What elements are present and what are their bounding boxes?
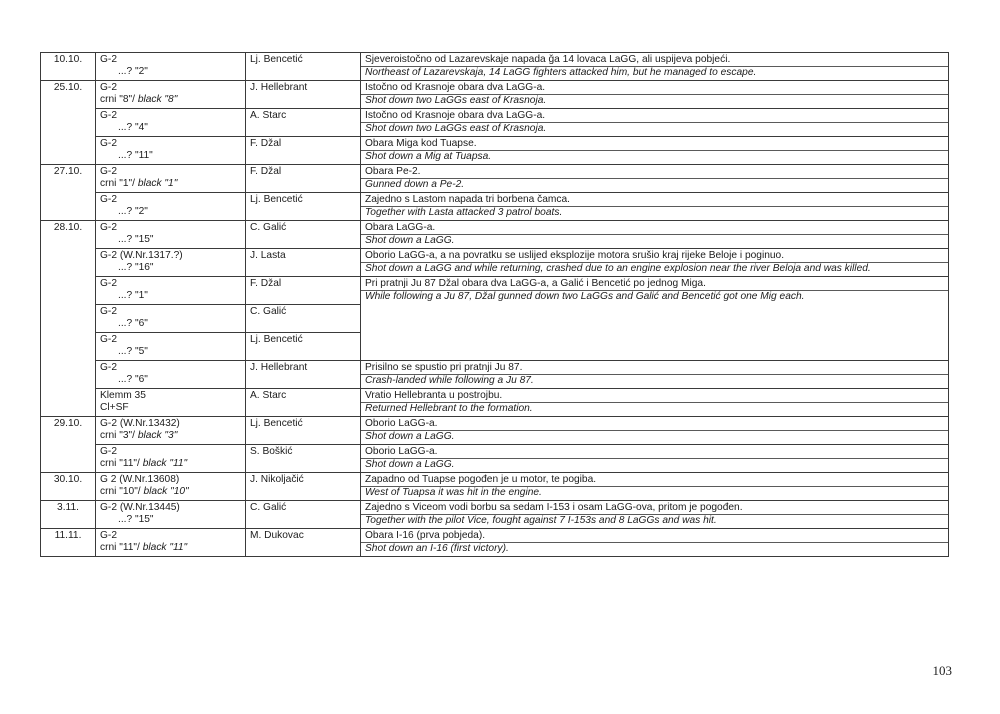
aircraft-marking-en: black "11" bbox=[142, 542, 188, 553]
aircraft-marking bbox=[100, 262, 241, 274]
aircraft-marking bbox=[100, 290, 241, 302]
aircraft-type: Klemm 35 bbox=[100, 390, 146, 401]
pilot-cell: A. Starc bbox=[246, 389, 361, 417]
description-english: Shot down a Mig at Tuapsa. bbox=[365, 151, 492, 162]
description-cell bbox=[361, 445, 949, 473]
pilot-cell: F. Džal bbox=[246, 165, 361, 193]
description-english: Returned Hellebrant to the formation. bbox=[365, 403, 533, 414]
description-croatian: Zapadno od Tuapse pogođen je u motor, te pogiba. bbox=[361, 474, 948, 487]
aircraft-marking bbox=[100, 346, 241, 358]
pilot-cell: A. Starc bbox=[246, 109, 361, 137]
pilot-cell: C. Galić bbox=[246, 305, 361, 333]
pilot-cell: C. Galić bbox=[246, 501, 361, 529]
aircraft-marking bbox=[100, 430, 241, 442]
aircraft-cell bbox=[96, 221, 246, 249]
pilot-cell: Lj. Bencetić bbox=[246, 333, 361, 361]
pilot-cell: Lj. Bencetić bbox=[246, 53, 361, 81]
aircraft-marking bbox=[100, 122, 241, 134]
pilot-cell: F. Džal bbox=[246, 277, 361, 305]
description-croatian: Obara Miga kod Tuapse. bbox=[361, 138, 948, 151]
aircraft-marking-hr: ...? "16" bbox=[118, 262, 154, 273]
aircraft-type: G-2 bbox=[100, 306, 117, 317]
aircraft-cell bbox=[96, 193, 246, 221]
aircraft-marking-hr: ...? "2" bbox=[118, 206, 148, 217]
description-cell bbox=[361, 53, 949, 81]
aircraft-marking bbox=[100, 486, 241, 498]
date-cell: 3.11. bbox=[41, 501, 96, 529]
aircraft-type: G-2 bbox=[100, 334, 117, 345]
aircraft-marking-hr: ...? "11" bbox=[118, 150, 153, 161]
aircraft-marking-hr: ...? "2" bbox=[118, 66, 148, 77]
aircraft-marking-hr: crni "3"/ bbox=[100, 430, 138, 441]
aircraft-cell bbox=[96, 333, 246, 361]
aircraft-marking-hr: crni "10"/ bbox=[100, 486, 144, 497]
aircraft-cell bbox=[96, 501, 246, 529]
description-cell bbox=[361, 249, 949, 277]
aircraft-marking bbox=[100, 458, 241, 470]
description-english: Shot down a LaGG. bbox=[365, 431, 455, 442]
description-cell bbox=[361, 277, 949, 361]
aircraft-type: G-2 bbox=[100, 278, 117, 289]
description-english: Shot down a LaGG. bbox=[365, 235, 455, 246]
aircraft-marking-hr: ...? "1" bbox=[118, 290, 148, 301]
table-row bbox=[41, 221, 949, 249]
aircraft-marking bbox=[100, 514, 241, 526]
aircraft-cell bbox=[96, 361, 246, 389]
description-cell bbox=[361, 361, 949, 389]
description-croatian: Obara LaGG-a. bbox=[361, 222, 948, 235]
description-croatian: Prisilno se spustio pri pratnji Ju 87. bbox=[361, 362, 948, 375]
pilot-cell: J. Lasta bbox=[246, 249, 361, 277]
aircraft-cell bbox=[96, 249, 246, 277]
table-row bbox=[41, 109, 949, 137]
aircraft-type: G 2 (W.Nr.13608) bbox=[100, 474, 180, 485]
aircraft-marking bbox=[100, 234, 241, 246]
aircraft-cell bbox=[96, 53, 246, 81]
description-english: Together with the pilot Vice, fought against 7 I-153s and 8 LaGGs and was hit. bbox=[365, 515, 717, 526]
pilot-cell: Lj. Bencetić bbox=[246, 193, 361, 221]
aircraft-type: G-2 bbox=[100, 138, 117, 149]
description-croatian: Istočno od Krasnoje obara dva LaGG-a. bbox=[361, 110, 948, 123]
pilot-cell: J. Hellebrant bbox=[246, 81, 361, 109]
aircraft-type: G-2 bbox=[100, 362, 117, 373]
table-row bbox=[41, 81, 949, 109]
description-english: Shot down a LaGG and while returning, crashed due to an engine explosion near the river Beloja and was killed. bbox=[365, 263, 871, 274]
table-row bbox=[41, 165, 949, 193]
victory-log-table bbox=[40, 52, 949, 557]
pilot-cell: M. Dukovac bbox=[246, 529, 361, 557]
table-row bbox=[41, 417, 949, 445]
date-cell: 28.10. bbox=[41, 221, 96, 417]
description-cell bbox=[361, 473, 949, 501]
table-row bbox=[41, 137, 949, 165]
date-cell: 30.10. bbox=[41, 473, 96, 501]
description-english: While following a Ju 87, Džal gunned down two LaGGs and Galić and Bencetić got one Mig each. bbox=[365, 291, 805, 302]
pilot-cell: S. Boškić bbox=[246, 445, 361, 473]
aircraft-marking-hr: Cl+SF bbox=[100, 402, 129, 413]
table-row bbox=[41, 501, 949, 529]
aircraft-marking-hr: ...? "5" bbox=[118, 346, 148, 357]
aircraft-marking-en: black "1" bbox=[137, 178, 178, 189]
aircraft-type: G-2 bbox=[100, 194, 117, 205]
pilot-cell: F. Džal bbox=[246, 137, 361, 165]
description-cell bbox=[361, 501, 949, 529]
description-cell bbox=[361, 165, 949, 193]
description-croatian: Pri pratnji Ju 87 Džal obara dva LaGG-a, a Galić i Bencetić po jednog Miga. bbox=[361, 278, 948, 291]
description-cell bbox=[361, 417, 949, 445]
aircraft-type: G-2 bbox=[100, 446, 117, 457]
description-croatian: Oborio LaGG-a. bbox=[361, 446, 948, 459]
aircraft-marking bbox=[100, 150, 241, 162]
table-row bbox=[41, 389, 949, 417]
description-croatian: Sjeveroistočno od Lazarevskaje napada ğa 14 lovaca LaGG, ali uspijeva pobjeći. bbox=[361, 54, 948, 67]
aircraft-type: G-2 bbox=[100, 530, 117, 541]
description-croatian: Zajedno s Lastom napada tri borbena čamca. bbox=[361, 194, 948, 207]
date-cell: 27.10. bbox=[41, 165, 96, 221]
aircraft-marking-hr: crni "11"/ bbox=[100, 458, 143, 469]
aircraft-marking-hr: ...? "15" bbox=[118, 514, 154, 525]
aircraft-marking bbox=[100, 542, 241, 554]
description-english: Northeast of Lazarevskaja, 14 LaGG fighters attacked him, but he managed to escape. bbox=[365, 67, 757, 78]
aircraft-marking-en: black "8" bbox=[137, 94, 178, 105]
pilot-cell: Lj. Bencetić bbox=[246, 417, 361, 445]
description-english: Crash-landed while following a Ju 87. bbox=[365, 375, 534, 386]
description-cell bbox=[361, 109, 949, 137]
table-row bbox=[41, 193, 949, 221]
aircraft-cell bbox=[96, 389, 246, 417]
table-row bbox=[41, 473, 949, 501]
description-english: Gunned down a Pe-2. bbox=[365, 179, 465, 190]
description-english: Shot down an I-16 (first victory). bbox=[365, 543, 509, 554]
aircraft-type: G-2 bbox=[100, 110, 117, 121]
aircraft-marking-hr: crni "11"/ bbox=[100, 542, 143, 553]
aircraft-marking-hr: ...? "4" bbox=[118, 122, 148, 133]
aircraft-cell bbox=[96, 305, 246, 333]
aircraft-marking-hr: crni "1"/ bbox=[100, 178, 138, 189]
table-row bbox=[41, 445, 949, 473]
date-cell: 29.10. bbox=[41, 417, 96, 473]
pilot-cell: C. Galić bbox=[246, 221, 361, 249]
aircraft-marking-hr: ...? "15" bbox=[118, 234, 154, 245]
aircraft-type: G-2 (W.Nr.1317.?) bbox=[100, 250, 183, 261]
description-croatian: Zajedno s Viceom vodi borbu sa sedam I-153 i osam LaGG-ova, pritom je pogođen. bbox=[361, 502, 948, 515]
aircraft-marking bbox=[100, 318, 241, 330]
aircraft-cell bbox=[96, 417, 246, 445]
aircraft-marking bbox=[100, 402, 241, 414]
description-cell bbox=[361, 529, 949, 557]
aircraft-marking bbox=[100, 178, 241, 190]
aircraft-marking bbox=[100, 66, 241, 78]
aircraft-type: G-2 bbox=[100, 166, 117, 177]
aircraft-marking-en: black "11" bbox=[142, 458, 188, 469]
description-english: West of Tuapsa it was hit in the engine. bbox=[365, 487, 542, 498]
table-row bbox=[41, 361, 949, 389]
aircraft-cell bbox=[96, 165, 246, 193]
description-croatian: Obara Pe-2. bbox=[361, 166, 948, 179]
description-english: Shot down a LaGG. bbox=[365, 459, 455, 470]
aircraft-marking-en: black "3" bbox=[137, 430, 178, 441]
description-croatian: Istočno od Krasnoje obara dva LaGG-a. bbox=[361, 82, 948, 95]
description-croatian: Oborio LaGG-a. bbox=[361, 418, 948, 431]
aircraft-type: G-2 bbox=[100, 54, 117, 65]
table-row bbox=[41, 249, 949, 277]
aircraft-cell bbox=[96, 81, 246, 109]
aircraft-cell bbox=[96, 137, 246, 165]
description-cell bbox=[361, 137, 949, 165]
aircraft-type: G-2 bbox=[100, 222, 117, 233]
aircraft-cell bbox=[96, 445, 246, 473]
description-croatian: Vratio Hellebranta u postrojbu. bbox=[361, 390, 948, 403]
aircraft-marking-hr: crni "8"/ bbox=[100, 94, 138, 105]
date-cell: 25.10. bbox=[41, 81, 96, 165]
aircraft-marking-hr: ...? "6" bbox=[118, 318, 148, 329]
pilot-cell: J. Nikoljačić bbox=[246, 473, 361, 501]
description-english: Together with Lasta attacked 3 patrol boats. bbox=[365, 207, 563, 218]
description-cell bbox=[361, 389, 949, 417]
aircraft-marking bbox=[100, 374, 241, 386]
aircraft-cell bbox=[96, 529, 246, 557]
description-croatian: Oborio LaGG-a, a na povratku se uslijed eksplozije motora srušio kraj rijeke Beloje i poginuo. bbox=[361, 250, 948, 263]
table-row bbox=[41, 529, 949, 557]
aircraft-type: G-2 bbox=[100, 82, 117, 93]
aircraft-type: G-2 (W.Nr.13432) bbox=[100, 418, 180, 429]
aircraft-marking bbox=[100, 94, 241, 106]
aircraft-cell bbox=[96, 473, 246, 501]
aircraft-type: G-2 (W.Nr.13445) bbox=[100, 502, 180, 513]
description-english: Shot down two LaGGs east of Krasnoja. bbox=[365, 95, 547, 106]
aircraft-marking-en: black "10" bbox=[143, 486, 189, 497]
table-row bbox=[41, 277, 949, 305]
date-cell: 11.11. bbox=[41, 529, 96, 557]
aircraft-cell bbox=[96, 277, 246, 305]
description-cell bbox=[361, 221, 949, 249]
page-number: 103 bbox=[932, 663, 952, 678]
description-croatian: Obara I-16 (prva pobjeda). bbox=[361, 530, 948, 543]
pilot-cell: J. Hellebrant bbox=[246, 361, 361, 389]
date-cell: 10.10. bbox=[41, 53, 96, 81]
description-cell bbox=[361, 193, 949, 221]
aircraft-marking-hr: ...? "6" bbox=[118, 374, 148, 385]
aircraft-marking bbox=[100, 206, 241, 218]
table-row bbox=[41, 53, 949, 81]
aircraft-cell bbox=[96, 109, 246, 137]
description-english: Shot down two LaGGs east of Krasnoja. bbox=[365, 123, 547, 134]
description-cell bbox=[361, 81, 949, 109]
